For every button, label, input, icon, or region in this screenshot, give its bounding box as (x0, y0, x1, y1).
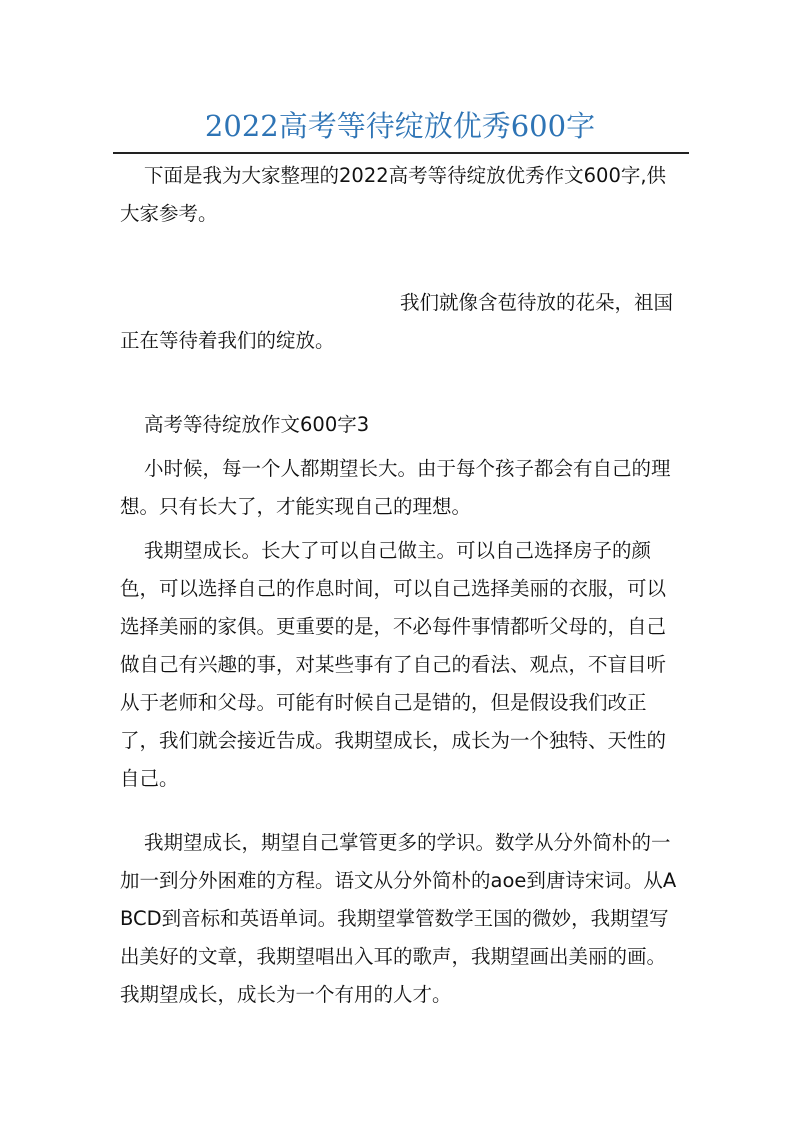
body-paragraph-2: 我期望成长。长大了可以自己做主。可以自己选择房子的颜色，可以选择自己的作息时间，可以自己选择美丽的衣服，可以选择美丽的家俱。更重要的是，不必每件事情都听父母的，自己做自己有兴趣的事，对某些事有了自己的看法、观点，不盲目听从于老师和父母。可能有时候自己是错的，但是假设我们改正了，我们就会接近告成。我期望成长，成长为一个独特、天性的自己。 (120, 539, 667, 790)
page-title: 2022高考等待绽放优秀600字 (204, 109, 596, 143)
section-heading: 高考等待绽放作文600字3 (144, 413, 370, 436)
body-paragraph-1: 小时候，每一个人都期望长大。由于每个孩子都会有自己的理想。只有长大了，才能实现自己的理想。 (120, 457, 671, 518)
body-paragraph-3: 我期望成长，期望自己掌管更多的学识。数学从分外简朴的一加一到分外困难的方程。语文从分外简朴的aoe到唐诗宋词。从ABCD到音标和英语单词。我期望掌管数学王国的微妙，我期望写出美好的文章，我期望唱出入耳的歌声，我期望画出美丽的画。我期望成长，成长为一个有用的人才。 (120, 831, 677, 1006)
intro-paragraph: 下面是我为大家整理的2022高考等待绽放优秀作文600字,供大家参考。 (120, 164, 667, 225)
quote-paragraph: 我们就像含苞待放的花朵，祖国正在等待着我们的绽放。 (120, 291, 674, 352)
title-divider (113, 152, 689, 154)
